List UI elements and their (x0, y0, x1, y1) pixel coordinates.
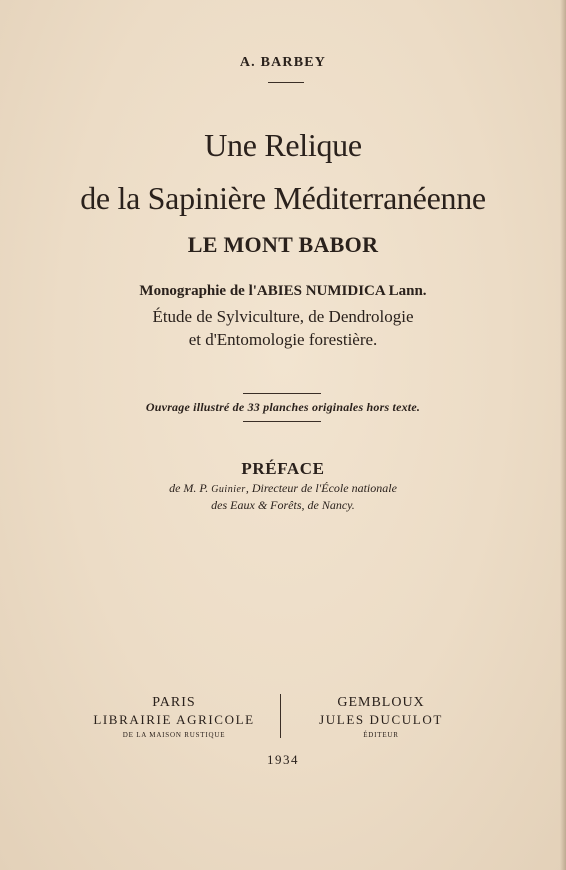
preface-heading: PRÉFACE (241, 459, 325, 478)
preface-prefix: de M. P. (169, 481, 209, 495)
monograph-line: Monographie de l'ABIES NUMIDICA Lann. (139, 283, 427, 299)
title-line-2: de la Sapinière Méditerranéenne (80, 180, 486, 216)
author-name: A. BARBEY (239, 55, 327, 70)
author-rule (268, 82, 304, 83)
publisher-left-city: PARIS (152, 695, 196, 710)
publisher-left-sub: DE LA MAISON RUSTIQUE (122, 731, 226, 739)
publisher-divider (280, 694, 281, 738)
illustrations-rule-top (243, 393, 321, 394)
publisher-right-sub: ÉDITEUR (363, 731, 399, 739)
publisher-right-city: GEMBLOUX (337, 695, 425, 710)
publication-year: 1934 (267, 752, 299, 767)
publisher-left-name: LIBRAIRIE AGRICOLE (93, 712, 255, 727)
preface-title: , Directeur de l'École nationale (245, 481, 397, 495)
subtitle: LE MONT BABOR (187, 232, 379, 257)
illustrations-rule-bottom (243, 421, 321, 422)
illustrations-note: Ouvrage illustré de 33 planches originales hors texte. (145, 400, 421, 414)
preface-author-line (0, 481, 566, 496)
publisher-right-name: JULES DUCULOT (319, 712, 443, 727)
study-line-1: Étude de Sylviculture, de Dendrologie (152, 307, 414, 326)
study-line-2: et d'Entomologie forestière. (188, 330, 378, 349)
title-line-1: Une Relique (204, 127, 362, 163)
preface-institution-line: des Eaux & Forêts, de Nancy. (211, 498, 355, 512)
preface-author-name: Guinier (211, 484, 246, 495)
